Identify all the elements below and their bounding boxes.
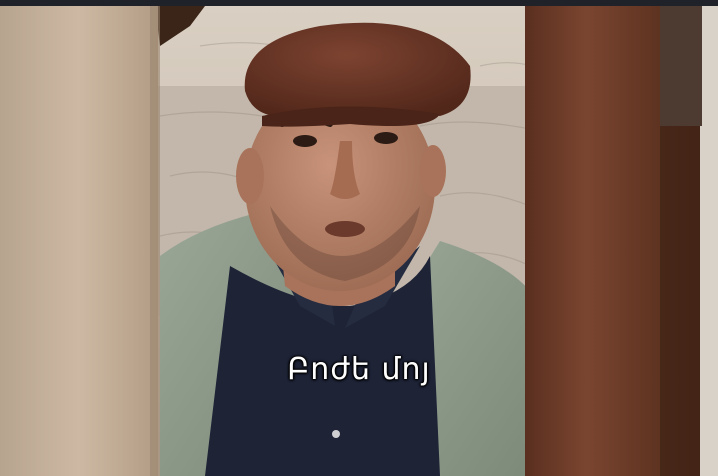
right-eye: [374, 132, 398, 144]
shirt-button: [332, 430, 340, 438]
right-ear: [420, 145, 446, 197]
left-eye: [293, 135, 317, 147]
photo-scene: [0, 6, 718, 476]
mouth: [325, 221, 365, 237]
left-plaster-post: [0, 6, 158, 476]
pillar-bracket: [660, 6, 702, 126]
left-ear: [236, 148, 264, 204]
caption-text: Բոժե մոյ: [287, 352, 431, 387]
